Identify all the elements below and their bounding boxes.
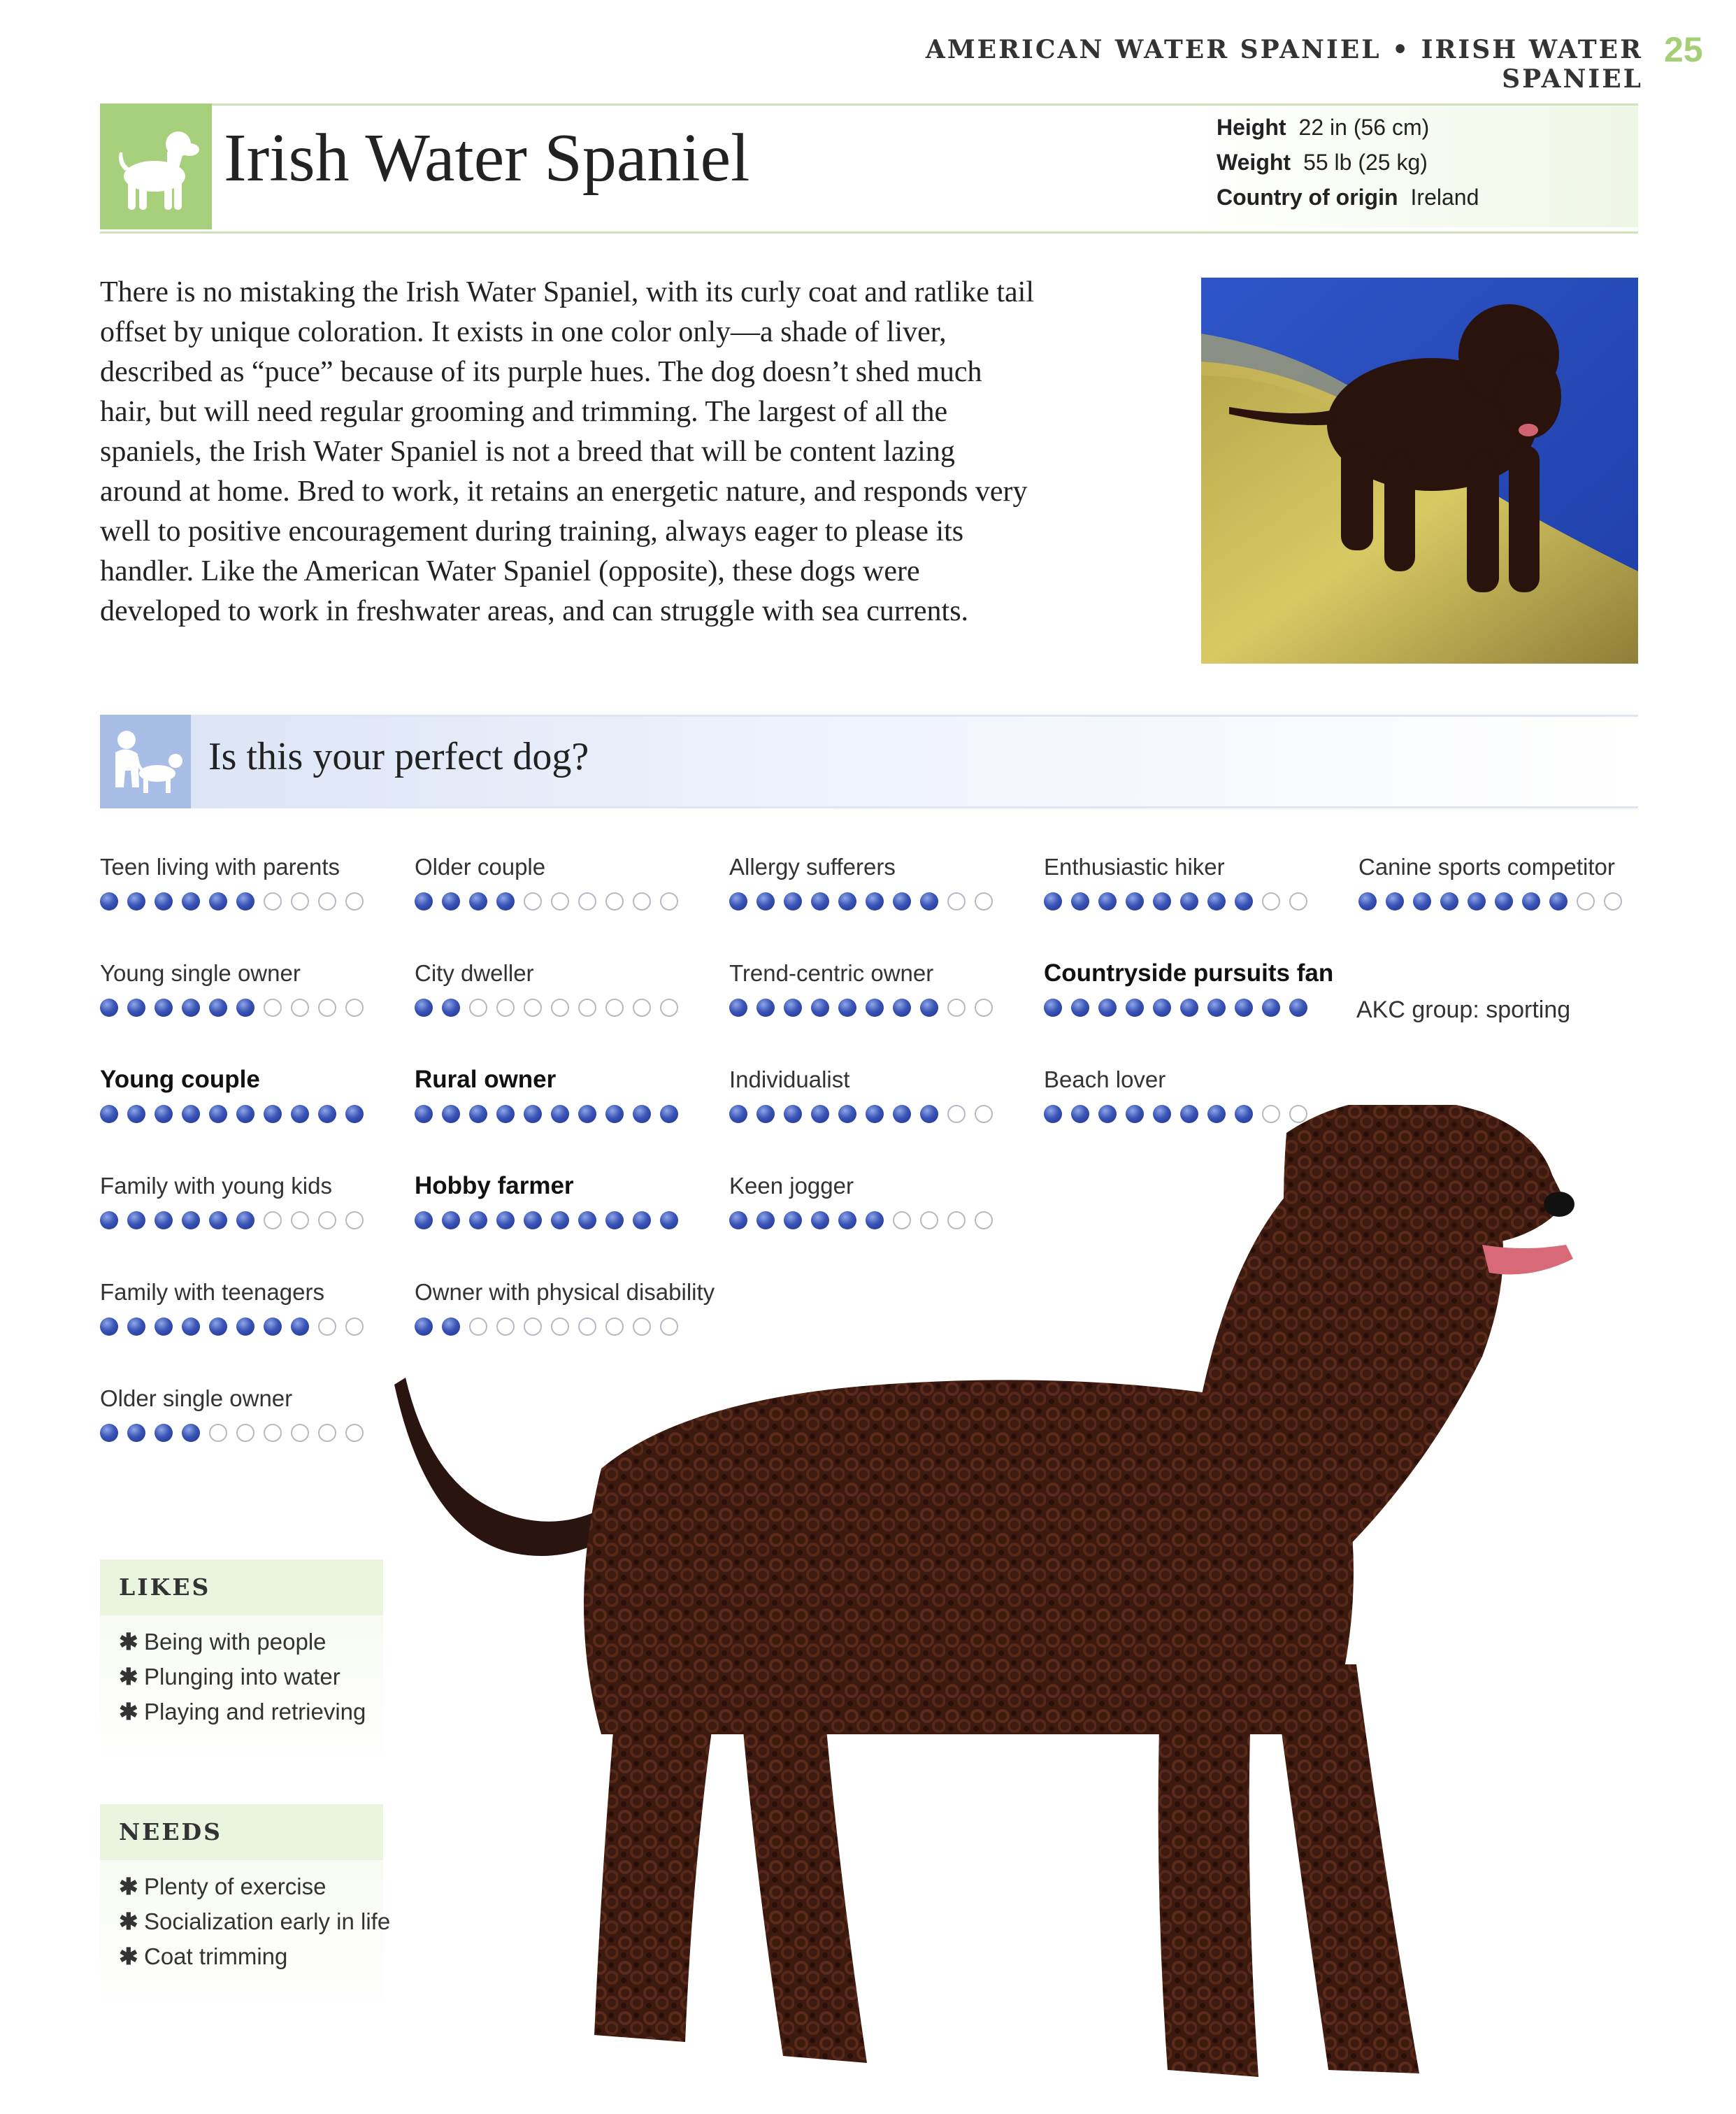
filled-dot-icon bbox=[893, 999, 911, 1017]
rating-item bbox=[415, 959, 722, 987]
filled-dot-icon bbox=[1098, 999, 1117, 1017]
filled-dot-icon bbox=[236, 999, 254, 1017]
empty-dot-icon bbox=[1262, 892, 1280, 910]
needs-item: ✱ Coat trimming bbox=[119, 1943, 288, 1969]
empty-dot-icon bbox=[345, 1211, 364, 1229]
rating-item bbox=[729, 853, 1037, 881]
rating-label: City dweller bbox=[415, 960, 534, 986]
filled-dot-icon bbox=[155, 1317, 173, 1336]
dog-beach-photo bbox=[1201, 278, 1638, 664]
page-number: 25 bbox=[1664, 30, 1703, 69]
filled-dot-icon bbox=[127, 999, 145, 1017]
filled-dot-icon bbox=[100, 1211, 118, 1229]
empty-dot-icon bbox=[975, 892, 993, 910]
filled-dot-icon bbox=[1071, 892, 1089, 910]
rating-label: Trend-centric owner bbox=[729, 960, 934, 986]
origin-value: Ireland bbox=[1410, 185, 1479, 210]
filled-dot-icon bbox=[866, 999, 884, 1017]
filled-dot-icon bbox=[1289, 999, 1307, 1017]
filled-dot-icon bbox=[838, 999, 856, 1017]
empty-dot-icon bbox=[578, 999, 596, 1017]
empty-dot-icon bbox=[291, 999, 309, 1017]
height-stat bbox=[1217, 115, 1429, 141]
filled-dot-icon bbox=[442, 892, 460, 910]
filled-dot-icon bbox=[236, 1105, 254, 1123]
asterisk-bullet-icon: ✱ bbox=[119, 1629, 138, 1655]
empty-dot-icon bbox=[469, 999, 487, 1017]
empty-dot-icon bbox=[264, 892, 282, 910]
filled-dot-icon bbox=[784, 892, 802, 910]
curly-dog-silhouette-icon bbox=[100, 103, 212, 229]
filled-dot-icon bbox=[209, 892, 227, 910]
filled-dot-icon bbox=[838, 892, 856, 910]
asterisk-bullet-icon: ✱ bbox=[119, 1699, 138, 1724]
needs-item: ✱ Plenty of exercise bbox=[119, 1873, 327, 1899]
filled-dot-icon bbox=[1386, 892, 1404, 910]
empty-dot-icon bbox=[264, 999, 282, 1017]
title-icon-box bbox=[100, 103, 212, 229]
filled-dot-icon bbox=[100, 999, 118, 1017]
filled-dot-icon bbox=[127, 1424, 145, 1442]
rating-label: Young single owner bbox=[100, 960, 301, 986]
filled-dot-icon bbox=[127, 1211, 145, 1229]
origin-stat bbox=[1217, 185, 1479, 210]
breed-title: Irish Water Spaniel bbox=[224, 120, 750, 196]
filled-dot-icon bbox=[100, 1317, 118, 1336]
empty-dot-icon bbox=[291, 1424, 309, 1442]
empty-dot-icon bbox=[524, 892, 542, 910]
section-title: Is this your perfect dog? bbox=[208, 735, 589, 778]
person-and-dog-icon bbox=[100, 715, 191, 808]
filled-dot-icon bbox=[209, 999, 227, 1017]
rating-label: Countryside pursuits fan bbox=[1044, 959, 1334, 987]
filled-dot-icon bbox=[415, 999, 433, 1017]
empty-dot-icon bbox=[345, 1317, 364, 1336]
needs-item: ✱ Socialization early in life bbox=[119, 1908, 391, 1934]
filled-dot-icon bbox=[100, 1424, 118, 1442]
rating-item bbox=[1044, 853, 1351, 881]
filled-dot-icon bbox=[127, 1105, 145, 1123]
filled-dot-icon bbox=[1468, 892, 1486, 910]
rating-label: Older couple bbox=[415, 854, 546, 880]
rating-label: Teen living with parents bbox=[100, 854, 340, 880]
rating-item bbox=[1044, 1066, 1351, 1094]
rating-label: Hobby farmer bbox=[415, 1172, 574, 1199]
filled-dot-icon bbox=[1044, 999, 1062, 1017]
filled-dot-icon bbox=[1358, 892, 1377, 910]
filled-dot-icon bbox=[729, 999, 747, 1017]
filled-dot-icon bbox=[784, 999, 802, 1017]
asterisk-bullet-icon: ✱ bbox=[119, 1908, 138, 1934]
likes-item: ✱ Plunging into water bbox=[119, 1664, 340, 1690]
rating-label: Individualist bbox=[729, 1066, 850, 1092]
filled-dot-icon bbox=[1549, 892, 1568, 910]
weight-value: 55 lb (25 kg) bbox=[1303, 150, 1428, 175]
filled-dot-icon bbox=[1180, 892, 1198, 910]
filled-dot-icon bbox=[236, 1211, 254, 1229]
filled-dot-icon bbox=[1126, 999, 1144, 1017]
asterisk-bullet-icon: ✱ bbox=[119, 1943, 138, 1969]
filled-dot-icon bbox=[100, 1105, 118, 1123]
rating-label: Enthusiastic hiker bbox=[1044, 854, 1225, 880]
filled-dot-icon bbox=[155, 1424, 173, 1442]
likes-item: ✱ Being with people bbox=[119, 1629, 327, 1655]
empty-dot-icon bbox=[975, 999, 993, 1017]
filled-dot-icon bbox=[345, 1105, 364, 1123]
filled-dot-icon bbox=[182, 892, 200, 910]
rating-label: Older single owner bbox=[100, 1385, 293, 1411]
rating-label: Rural owner bbox=[415, 1066, 557, 1093]
filled-dot-icon bbox=[893, 892, 911, 910]
filled-dot-icon bbox=[1071, 999, 1089, 1017]
weight-stat bbox=[1217, 150, 1428, 176]
empty-dot-icon bbox=[660, 892, 678, 910]
empty-dot-icon bbox=[605, 892, 624, 910]
likes-item: ✱ Playing and retrieving bbox=[119, 1699, 366, 1724]
filled-dot-icon bbox=[1153, 892, 1171, 910]
empty-dot-icon bbox=[496, 999, 515, 1017]
filled-dot-icon bbox=[127, 892, 145, 910]
asterisk-bullet-icon: ✱ bbox=[119, 1664, 138, 1690]
empty-dot-icon bbox=[318, 999, 336, 1017]
filled-dot-icon bbox=[811, 892, 829, 910]
filled-dot-icon bbox=[442, 999, 460, 1017]
rating-label: Beach lover bbox=[1044, 1066, 1166, 1092]
filled-dot-icon bbox=[182, 1211, 200, 1229]
filled-dot-icon bbox=[155, 999, 173, 1017]
irish-water-spaniel-illustration bbox=[392, 1105, 1678, 2112]
empty-dot-icon bbox=[947, 892, 966, 910]
filled-dot-icon bbox=[209, 1317, 227, 1336]
rating-label: Allergy sufferers bbox=[729, 854, 896, 880]
filled-dot-icon bbox=[866, 892, 884, 910]
stats-panel bbox=[1196, 106, 1638, 227]
filled-dot-icon bbox=[264, 1317, 282, 1336]
empty-dot-icon bbox=[318, 1211, 336, 1229]
filled-dot-icon bbox=[182, 1424, 200, 1442]
filled-dot-icon bbox=[182, 1105, 200, 1123]
empty-dot-icon bbox=[605, 999, 624, 1017]
empty-dot-icon bbox=[264, 1211, 282, 1229]
rating-label: Keen jogger bbox=[729, 1173, 854, 1199]
filled-dot-icon bbox=[236, 1317, 254, 1336]
filled-dot-icon bbox=[1440, 892, 1458, 910]
rating-label: Canine sports competitor bbox=[1358, 854, 1615, 880]
filled-dot-icon bbox=[127, 1317, 145, 1336]
filled-dot-icon bbox=[182, 1317, 200, 1336]
filled-dot-icon bbox=[291, 1317, 309, 1336]
empty-dot-icon bbox=[345, 1424, 364, 1442]
rating-item bbox=[100, 1385, 408, 1413]
filled-dot-icon bbox=[811, 999, 829, 1017]
empty-dot-icon bbox=[551, 999, 569, 1017]
empty-dot-icon bbox=[551, 892, 569, 910]
filled-dot-icon bbox=[1235, 999, 1253, 1017]
rating-label: Family with young kids bbox=[100, 1173, 332, 1199]
empty-dot-icon bbox=[318, 892, 336, 910]
filled-dot-icon bbox=[182, 999, 200, 1017]
rating-item bbox=[100, 1278, 408, 1306]
empty-dot-icon bbox=[578, 892, 596, 910]
empty-dot-icon bbox=[1604, 892, 1622, 910]
empty-dot-icon bbox=[345, 999, 364, 1017]
height-value: 22 in (56 cm) bbox=[1298, 115, 1430, 140]
empty-dot-icon bbox=[633, 892, 651, 910]
filled-dot-icon bbox=[264, 1105, 282, 1123]
filled-dot-icon bbox=[291, 1105, 309, 1123]
needs-box bbox=[100, 1804, 391, 2014]
filled-dot-icon bbox=[209, 1105, 227, 1123]
empty-dot-icon bbox=[318, 1317, 336, 1336]
filled-dot-icon bbox=[1413, 892, 1431, 910]
empty-dot-icon bbox=[209, 1424, 227, 1442]
needs-title: NEEDS bbox=[119, 1818, 222, 1845]
filled-dot-icon bbox=[729, 892, 747, 910]
rating-item bbox=[729, 1066, 1037, 1094]
empty-dot-icon bbox=[1289, 892, 1307, 910]
rating-item bbox=[100, 1066, 408, 1094]
rating-label: Young couple bbox=[100, 1066, 260, 1093]
filled-dot-icon bbox=[469, 892, 487, 910]
rating-item bbox=[100, 853, 408, 881]
filled-dot-icon bbox=[209, 1211, 227, 1229]
filled-dot-icon bbox=[155, 1211, 173, 1229]
origin-label: Country of origin bbox=[1217, 185, 1398, 210]
empty-dot-icon bbox=[291, 892, 309, 910]
filled-dot-icon bbox=[1495, 892, 1513, 910]
empty-dot-icon bbox=[318, 1424, 336, 1442]
filled-dot-icon bbox=[756, 999, 775, 1017]
asterisk-bullet-icon: ✱ bbox=[119, 1873, 138, 1899]
filled-dot-icon bbox=[1207, 892, 1226, 910]
empty-dot-icon bbox=[524, 999, 542, 1017]
filled-dot-icon bbox=[1044, 892, 1062, 910]
section-icon-box bbox=[100, 715, 191, 808]
filled-dot-icon bbox=[1153, 999, 1171, 1017]
rating-item bbox=[100, 1172, 408, 1200]
filled-dot-icon bbox=[1126, 892, 1144, 910]
filled-dot-icon bbox=[920, 999, 938, 1017]
empty-dot-icon bbox=[660, 999, 678, 1017]
filled-dot-icon bbox=[1522, 892, 1540, 910]
rating-item bbox=[100, 959, 408, 987]
filled-dot-icon bbox=[1207, 999, 1226, 1017]
running-header: AMERICAN WATER SPANIEL • IRISH WATER SPANIEL bbox=[925, 35, 1643, 94]
filled-dot-icon bbox=[155, 1105, 173, 1123]
empty-dot-icon bbox=[1577, 892, 1595, 910]
filled-dot-icon bbox=[756, 892, 775, 910]
filled-dot-icon bbox=[1235, 892, 1253, 910]
empty-dot-icon bbox=[345, 892, 364, 910]
breed-description: There is no mistaking the Irish Water Spaniel, with its curly coat and ratlike tail offset by unique coloration. It exists in one color only—a shade of liver, described as “puce” because of its purple hues. The dog doesn’t shed much hair, but will need regular grooming and trimming. The largest of all the spaniels, the Irish Water Spaniel is not a breed that will be content lazing around at home. Bred to work, it retains an energetic nature, and responds very well to positive encouragement during training, always eager to please its handler. Like the American Water Spaniel (opposite), these dogs were developed to work in freshwater areas, and can struggle with sea currents. bbox=[100, 276, 1035, 627]
empty-dot-icon bbox=[291, 1211, 309, 1229]
filled-dot-icon bbox=[318, 1105, 336, 1123]
empty-dot-icon bbox=[947, 999, 966, 1017]
likes-title: LIKES bbox=[119, 1573, 211, 1601]
filled-dot-icon bbox=[496, 892, 515, 910]
filled-dot-icon bbox=[1180, 999, 1198, 1017]
filled-dot-icon bbox=[415, 892, 433, 910]
filled-dot-icon bbox=[100, 892, 118, 910]
rating-item bbox=[729, 959, 1037, 987]
height-label: Height bbox=[1217, 115, 1286, 140]
likes-box bbox=[100, 1559, 383, 1769]
filled-dot-icon bbox=[920, 892, 938, 910]
rating-label: Owner with physical disability bbox=[415, 1279, 715, 1305]
empty-dot-icon bbox=[236, 1424, 254, 1442]
rating-item bbox=[1358, 853, 1666, 881]
rating-label: Family with teenagers bbox=[100, 1279, 324, 1305]
empty-dot-icon bbox=[264, 1424, 282, 1442]
empty-dot-icon bbox=[633, 999, 651, 1017]
filled-dot-icon bbox=[1262, 999, 1280, 1017]
weight-label: Weight bbox=[1217, 150, 1291, 175]
akc-group: AKC group: sporting bbox=[1356, 997, 1571, 1023]
filled-dot-icon bbox=[155, 892, 173, 910]
filled-dot-icon bbox=[1098, 892, 1117, 910]
rating-item bbox=[415, 1066, 722, 1094]
filled-dot-icon bbox=[236, 892, 254, 910]
rating-item bbox=[415, 853, 722, 881]
rating-item bbox=[1044, 959, 1351, 987]
